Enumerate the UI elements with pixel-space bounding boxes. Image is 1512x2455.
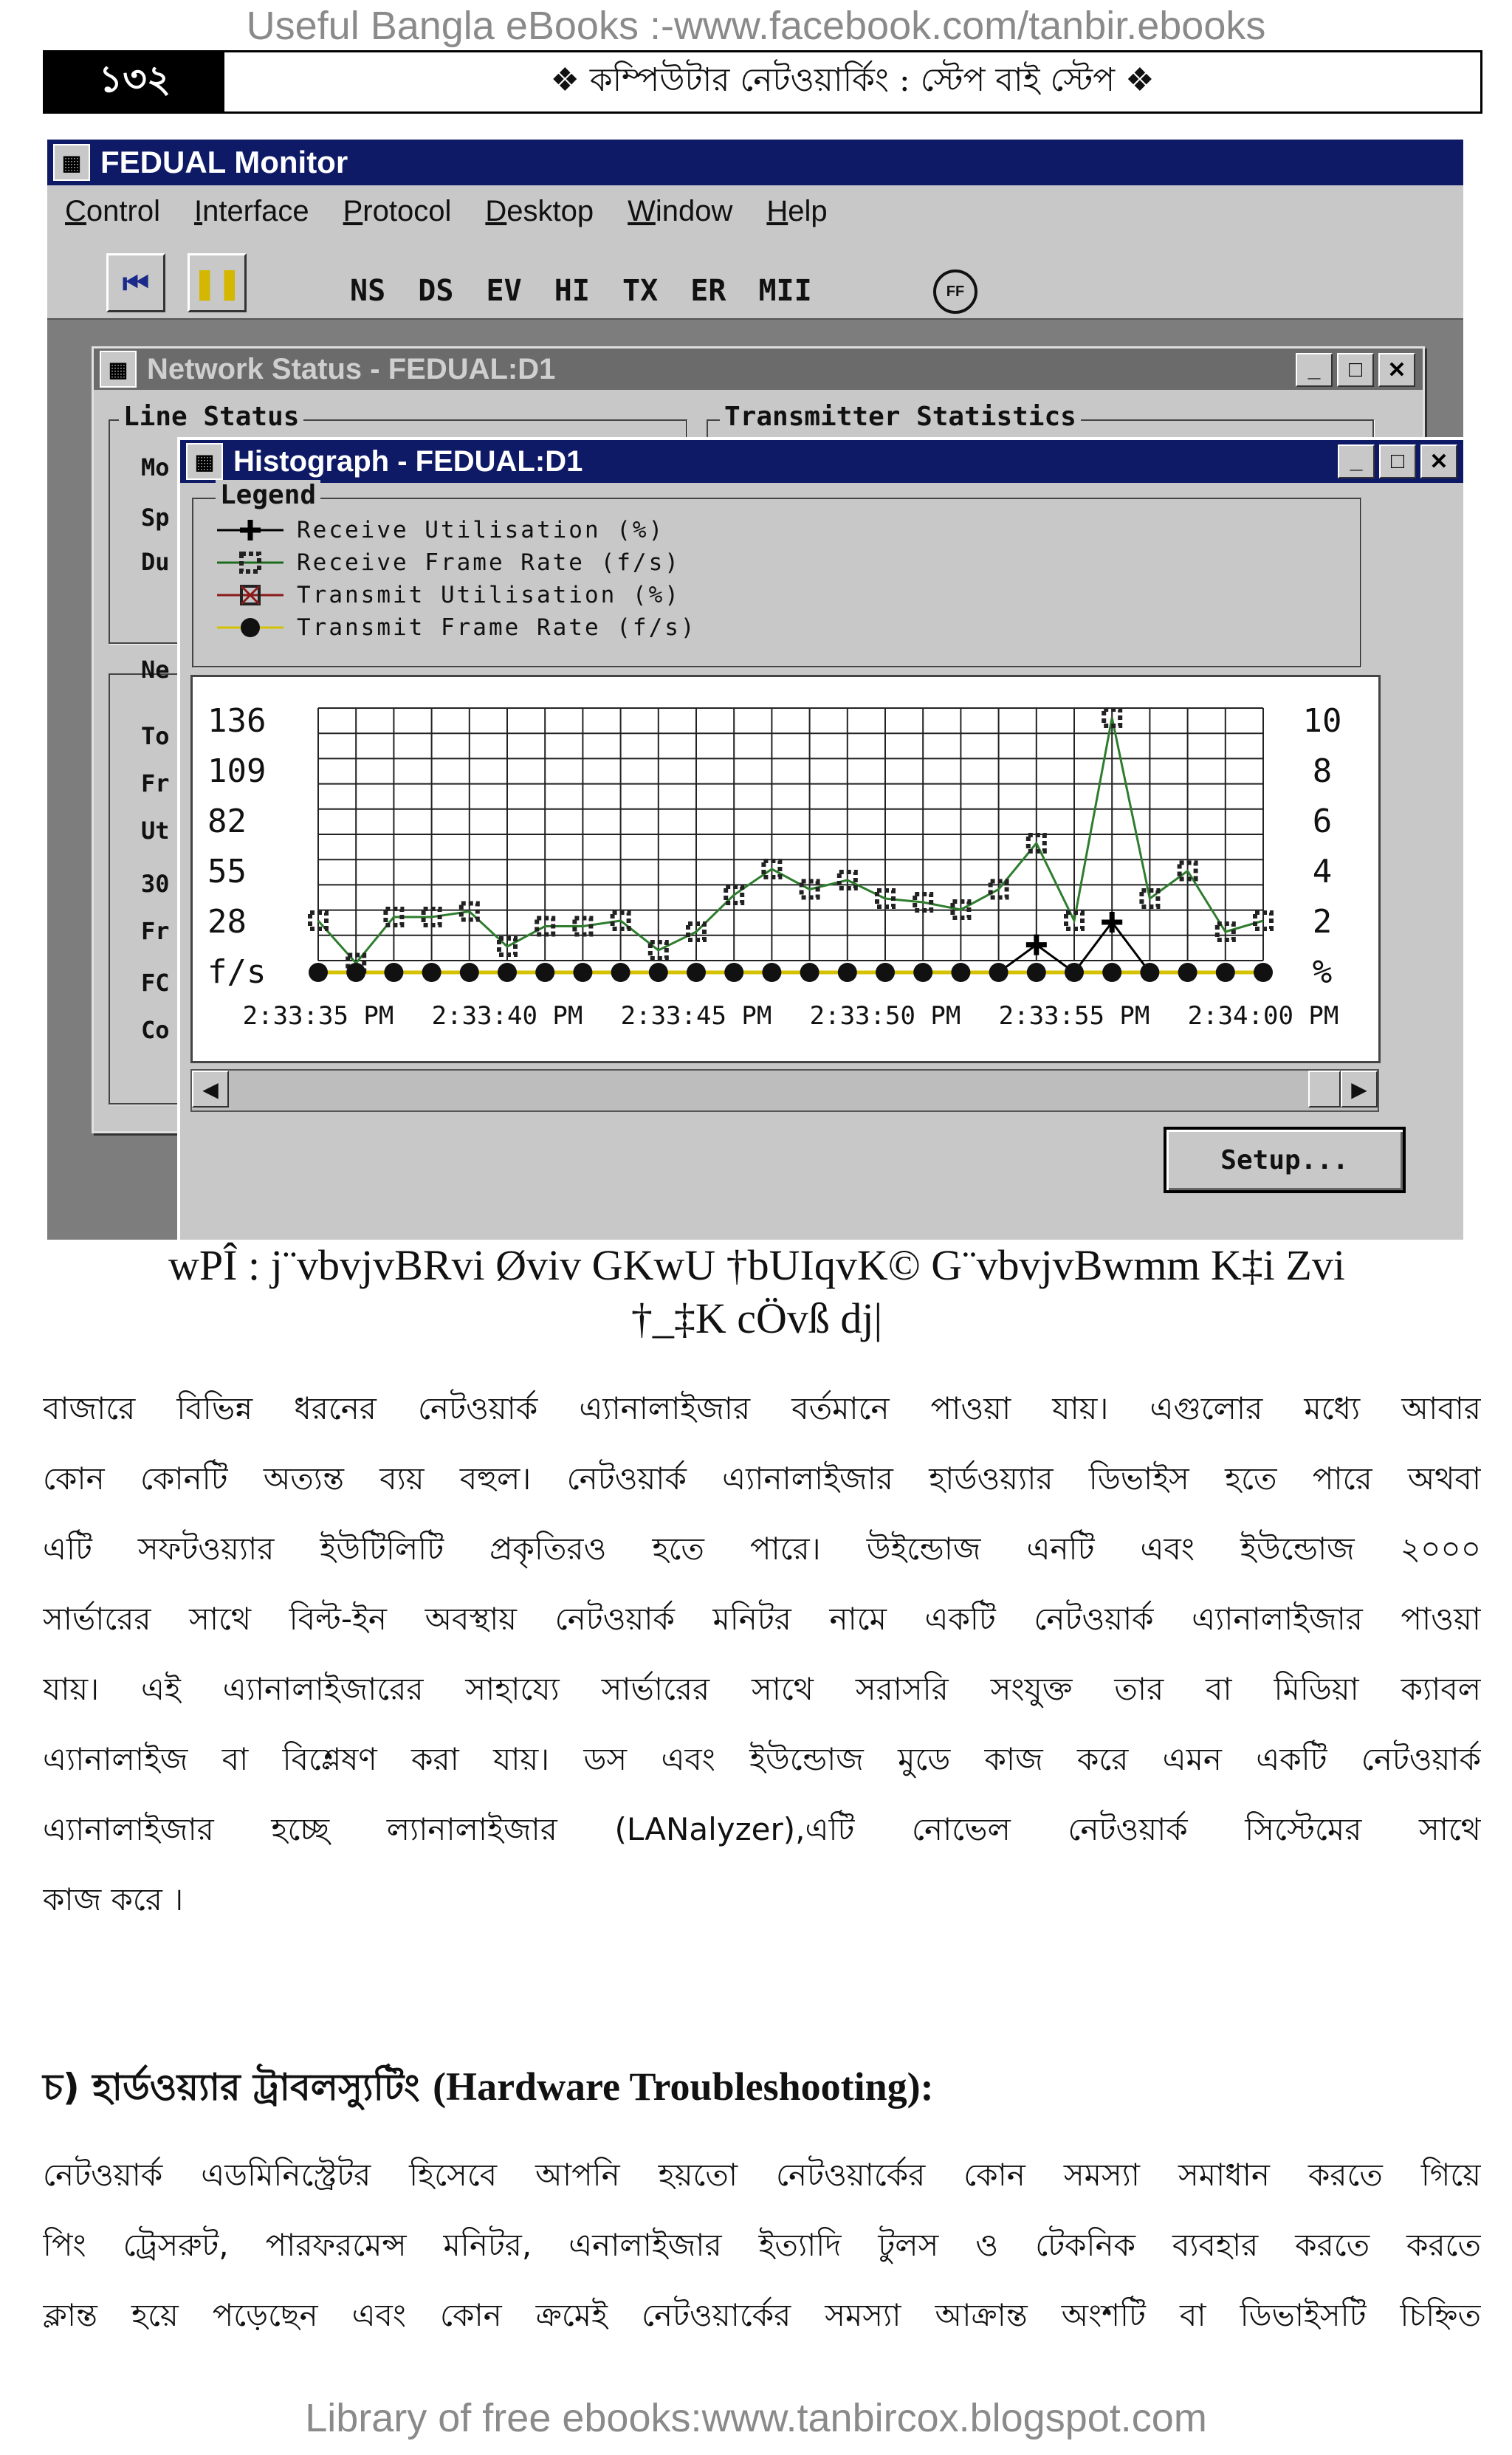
data-point	[309, 963, 328, 982]
horizontal-scrollbar[interactable]	[190, 1069, 1379, 1112]
histograph-title-bar	[180, 440, 1463, 483]
paragraph-line: এ্যানালাইজ বা বিশ্লেষণ করা যায়। ডস এবং ইউন্ডোজ মুডে কাজ করে এমন একটি নেটওয়ার্ক	[43, 1741, 1481, 1777]
legend-title: Legend	[216, 480, 320, 510]
side-label: Co	[141, 1016, 170, 1044]
heading-english: (Hardware Troubleshooting):	[433, 2064, 934, 2109]
y-right-tick-label: 8	[1312, 752, 1333, 790]
y-right-tick-label: 6	[1312, 803, 1333, 840]
side-label: Mo	[141, 453, 170, 481]
y-left-tick-label: 28	[207, 903, 247, 941]
side-label: To	[141, 722, 170, 750]
side-label: 30	[141, 870, 170, 898]
data-point	[1065, 963, 1084, 982]
zoom-icon[interactable]	[933, 269, 977, 314]
data-point	[573, 963, 592, 982]
data-point	[1178, 963, 1197, 982]
app-title: FEDUAL Monitor	[100, 145, 348, 179]
x-tick-label: 2:33:40 PM	[431, 1001, 583, 1031]
y-left-tick-label: 82	[207, 803, 247, 840]
data-point	[1026, 935, 1047, 955]
paragraph-line: কাজ করে ।	[43, 1881, 184, 1917]
data-point	[1254, 963, 1273, 982]
scroll-right-icon[interactable]: ▶	[1341, 1071, 1378, 1108]
data-point	[498, 963, 517, 982]
paragraph-line: সার্ভারের সাথে বিল্ট-ইন অবস্থায় নেটওয়ার্ক মনিটর নামে একটি নেটওয়ার্ক এ্যানালাইজার পাওয়া	[43, 1601, 1481, 1637]
figure-caption	[44, 1239, 1469, 1345]
legend-label: Receive Utilisation (%)	[297, 517, 665, 543]
data-point	[800, 963, 819, 982]
minimize-button[interactable]: _	[1296, 353, 1333, 387]
window-icon: ▦	[186, 443, 223, 480]
menu-window[interactable]: Window	[628, 194, 733, 227]
y-right-tick-label: 2	[1312, 903, 1333, 941]
histograph-window	[177, 437, 1463, 1240]
caption-line: †_‡K cÖvß dj|	[630, 1294, 883, 1342]
data-point	[535, 963, 554, 982]
close-button[interactable]: ✕	[1378, 353, 1415, 387]
legend-item	[217, 514, 664, 546]
side-label: Sp	[141, 504, 170, 532]
legend	[192, 480, 1361, 667]
toolbar-view-codes[interactable]: NS DS EV HI TX ER MII	[350, 274, 812, 308]
line-status-label: Line Status	[119, 402, 303, 432]
maximize-button[interactable]: □	[1379, 444, 1416, 478]
paragraph-line: পিং ট্রেসরুট, পারফরমেন্স মনিটর, এনালাইজার ইত্যাদি টুলস ও টেকনিক ব্যবহার করতে করতে	[43, 2227, 1481, 2263]
network-status-title: Network Status - FEDUAL:D1	[147, 352, 556, 385]
y-right-tick-label: 10	[1302, 702, 1342, 740]
caption-line: wPÎ : j¨vbvjvBRvi Øviv GKwU †bUIqvK© G¨vbvjvBwmm K‡i Zvi	[168, 1241, 1345, 1289]
rewind-button[interactable]	[106, 253, 165, 312]
legend-item	[217, 579, 681, 611]
data-point	[611, 963, 630, 982]
setup-button[interactable]: Setup...	[1164, 1127, 1406, 1193]
data-point	[724, 963, 743, 982]
data-point	[989, 963, 1008, 982]
histograph-plot	[190, 675, 1381, 1063]
maximize-button[interactable]: □	[1337, 353, 1374, 387]
y-left-tick-label: 136	[207, 702, 267, 740]
body-paragraph-1	[43, 1373, 1481, 1934]
series-line	[318, 922, 1263, 972]
paragraph-line: কোন কোনটি অত্যন্ত ব্যয় বহুল। নেটওয়ার্ক এ্যানালাইজার হার্ডওয়্যার ডিভাইস হতে পারে অথবা	[43, 1460, 1481, 1497]
data-point	[422, 963, 441, 982]
legend-marker-circle	[217, 613, 284, 642]
top-watermark: Useful Bangla eBooks :-www.facebook.com/tanbir.ebooks	[246, 4, 1266, 48]
minimize-button[interactable]: _	[1338, 444, 1375, 478]
y-left-tick-label: 55	[207, 853, 247, 890]
data-point	[1027, 963, 1046, 982]
toolbar	[47, 237, 1463, 320]
data-point	[649, 963, 668, 982]
pause-button[interactable]	[188, 253, 247, 312]
side-label: Fr	[141, 917, 170, 945]
menu-protocol[interactable]: Protocol	[343, 194, 452, 227]
data-point	[687, 963, 706, 982]
heading-bangla: চ) হার্ডওয়্যার ট্রাবলস্যুটিং	[43, 2066, 433, 2109]
paragraph-line: বাজারে বিভিন্ন ধরনের নেটওয়ার্ক এ্যানালাইজার বর্তমানে পাওয়া যায়। এগুলোর মধ্যে আবার	[43, 1390, 1481, 1426]
data-point	[838, 963, 857, 982]
transmitter-stats-label: Transmitter Statistics	[720, 402, 1081, 432]
side-label: Ut	[141, 817, 170, 845]
y-left-tick-label: 109	[207, 752, 267, 790]
data-point	[913, 963, 932, 982]
histograph-title: Histograph - FEDUAL:D1	[233, 444, 583, 478]
window-controls	[1338, 444, 1457, 478]
x-tick-label: 2:33:50 PM	[809, 1001, 961, 1031]
page-header	[43, 50, 1482, 114]
legend-marker-plus	[217, 515, 284, 545]
side-label: FC	[141, 969, 170, 997]
pause-icon: ❚❚	[192, 265, 242, 301]
side-label: Fr	[141, 769, 170, 797]
menu-desktop[interactable]: Desktop	[485, 194, 594, 227]
legend-label: Receive Frame Rate (f/s)	[297, 549, 681, 576]
data-point	[876, 963, 895, 982]
close-button[interactable]: ✕	[1420, 444, 1457, 478]
paragraph-line: এটি সফটওয়্যার ইউটিলিটি প্রকৃতিরও হতে পারে। উইন্ডোজ এনটি এবং ইউন্ডোজ ২০০০	[43, 1531, 1481, 1567]
menu-bar	[47, 185, 1463, 237]
y-right-tick-label: %	[1312, 953, 1333, 991]
data-point	[1102, 912, 1122, 933]
scroll-left-icon[interactable]: ◀	[192, 1071, 229, 1108]
legend-item	[217, 546, 681, 579]
rewind-icon: ⏮	[123, 265, 149, 301]
paragraph-line: এ্যানালাইজার হচ্ছে ল্যানালাইজার (LANalyzer),এটি নোভেল নেটওয়ার্ক সিস্টেমের সাথে	[43, 1811, 1481, 1847]
body-paragraph-2	[43, 2140, 1481, 2350]
data-point	[460, 963, 479, 982]
legend-label: Transmit Utilisation (%)	[297, 582, 681, 608]
side-label: Ne	[141, 656, 170, 684]
monitor-app-icon: ▦	[53, 144, 90, 181]
app-title-bar	[47, 140, 1463, 185]
histograph-chart	[193, 677, 1378, 1061]
section-heading	[43, 2060, 1481, 2121]
side-label: Du	[141, 548, 170, 576]
data-point	[1216, 963, 1235, 982]
legend-item	[217, 611, 697, 644]
network-status-title-bar	[94, 348, 1423, 390]
legend-label: Transmit Frame Rate (f/s)	[297, 614, 697, 641]
data-point	[1140, 963, 1159, 982]
running-title: ❖ কম্পিউটার নেটওয়ার্কিং : স্টেপ বাই স্টেপ ❖	[550, 61, 1155, 99]
legend-marker-square	[217, 548, 284, 577]
menu-help[interactable]: Help	[766, 194, 828, 227]
x-tick-label: 2:33:55 PM	[998, 1001, 1150, 1031]
x-tick-label: 2:34:00 PM	[1187, 1001, 1339, 1031]
scroll-thumb[interactable]	[1308, 1071, 1341, 1108]
data-point	[346, 963, 365, 982]
window-controls	[1296, 353, 1415, 387]
paragraph-line: ক্লান্ত হয়ে পড়েছেন এবং কোন ক্রমেই নেটওয়ার্কের সমস্যা আক্রান্ত অংশটি বা ডিভাইসটি চিহ্নিত	[43, 2297, 1481, 2333]
menu-control[interactable]: Control	[65, 194, 160, 227]
data-point	[762, 963, 781, 982]
zoom-label: FF	[946, 283, 965, 300]
x-tick-label: 2:33:45 PM	[620, 1001, 772, 1031]
series-line	[318, 718, 1263, 964]
data-point	[1102, 963, 1121, 982]
data-point	[384, 963, 403, 982]
x-tick-label: 2:33:35 PM	[242, 1001, 394, 1031]
window-icon: ▦	[100, 351, 137, 388]
monitor-screenshot	[47, 140, 1463, 1240]
bottom-watermark: Library of free ebooks:www.tanbircox.blogspot.com	[305, 2396, 1207, 2440]
paragraph-line: নেটওয়ার্ক এডমিনিস্ট্রেটর হিসেবে আপনি হয়তো নেটওয়ার্কের কোন সমস্যা সমাধান করতে গিয়ে	[43, 2157, 1481, 2193]
y-left-tick-label: f/s	[207, 953, 267, 991]
legend-marker-xbox	[217, 580, 284, 610]
page-number: ১৩২	[45, 52, 224, 111]
data-point	[951, 963, 970, 982]
menu-interface[interactable]: Interface	[193, 194, 309, 227]
y-right-tick-label: 4	[1312, 853, 1333, 890]
paragraph-line: যায়। এই এ্যানালাইজারের সাহায্যে সার্ভারের সাথে সরাসরি সংযুক্ত তার বা মিডিয়া ক্যাবল	[43, 1671, 1481, 1707]
